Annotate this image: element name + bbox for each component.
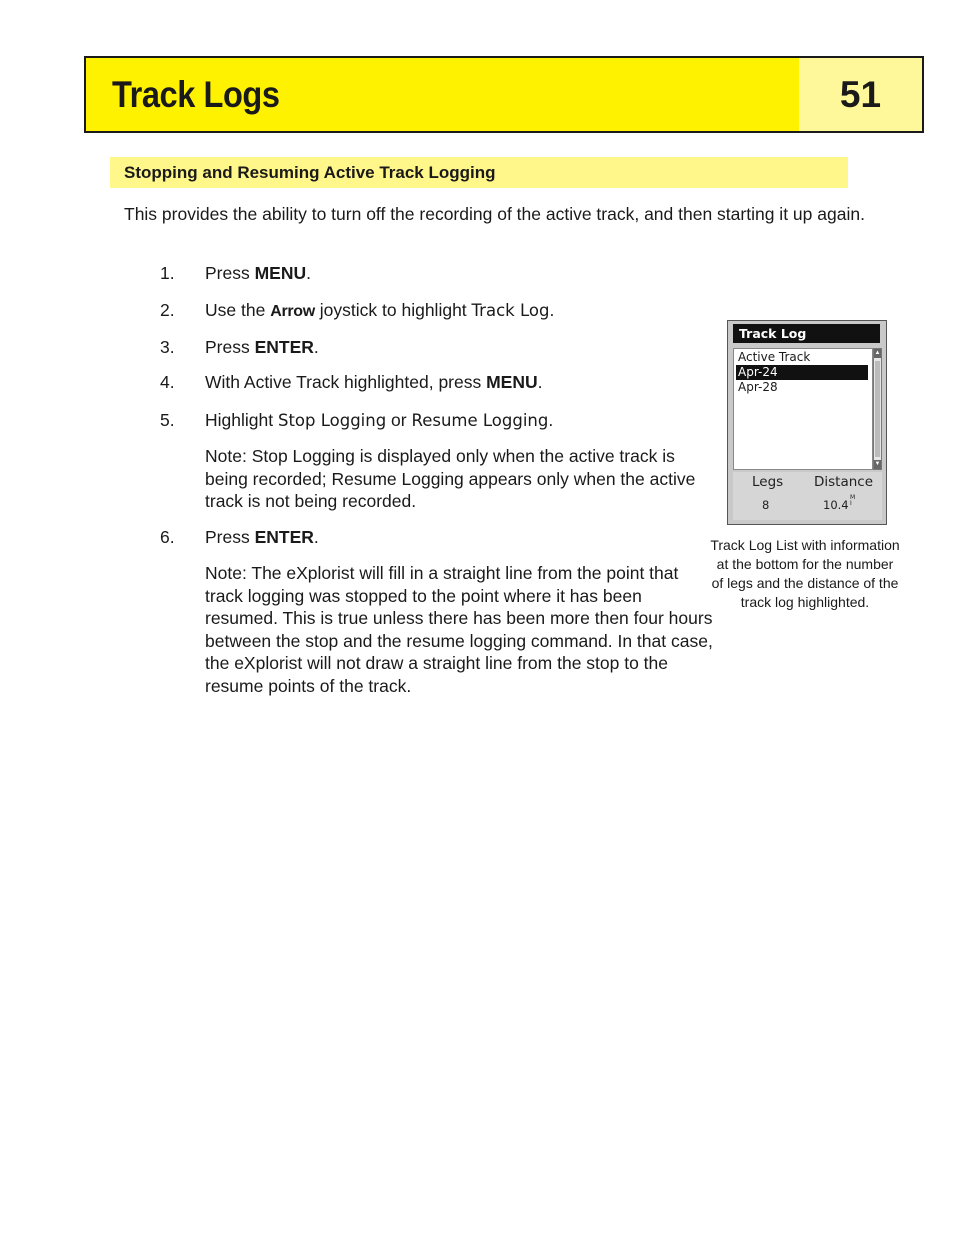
step-number: 2. (160, 300, 175, 320)
step-text: Press ENTER. (205, 527, 319, 547)
distance-value: 10.4 (823, 498, 849, 512)
scroll-down-icon: ▼ (874, 461, 881, 467)
distance-unit: M I (850, 494, 856, 507)
step-text: Press MENU. (205, 263, 312, 283)
list-item-active-track: Active Track (738, 350, 811, 364)
ui-resume-logging: Resume Logging (411, 411, 549, 430)
key-enter: ENTER (254, 337, 314, 357)
key-menu: MENU (254, 263, 307, 283)
ui-track-log: Track Log (471, 301, 550, 320)
list-item-apr-24: Apr-24 (736, 365, 868, 380)
key-arrow: Arrow (270, 303, 315, 320)
device-title: Track Log (733, 324, 880, 343)
figure-caption: Track Log List with information at the bottom for the number of legs and the distance of the track log highlighted. (710, 537, 900, 610)
step-number: 5. (160, 410, 175, 430)
page-number: 51 (799, 58, 922, 131)
step-text: Press ENTER. (205, 337, 319, 357)
section-title: Stopping and Resuming Active Track Logging (124, 162, 496, 182)
scroll-thumb (875, 361, 880, 457)
intro-paragraph: This provides the ability to turn off the recording of the active track, and then starting it up again. (124, 204, 865, 224)
track-log-list (733, 348, 873, 470)
step-number: 3. (160, 337, 175, 357)
note-stop-logging: Note: Stop Logging is displayed only when the active track is being recorded; Resume Logging appears only when the active track is not being recorded. (205, 446, 696, 511)
step-text: Use the Arrow joystick to highlight Track Log. (205, 300, 555, 320)
chapter-title: Track Logs (112, 73, 280, 115)
track-info-panel (733, 472, 882, 520)
key-menu: MENU (486, 372, 538, 392)
legs-label: Legs (752, 474, 784, 490)
step-text: With Active Track highlighted, press MENU. (205, 372, 543, 392)
page-header (84, 56, 924, 133)
ui-stop-logging: Stop Logging (277, 411, 387, 430)
device-screen-track-log (727, 320, 887, 525)
key-enter: ENTER (254, 527, 314, 547)
list-item-apr-28: Apr-28 (738, 380, 778, 394)
list-scrollbar (873, 348, 882, 470)
scroll-up-icon: ▲ (874, 350, 881, 356)
chapter-title-box (86, 58, 799, 131)
legs-value: 8 (762, 498, 770, 512)
step-number: 4. (160, 372, 175, 392)
step-text: Highlight Stop Logging or Resume Logging. (205, 410, 554, 430)
step-number: 6. (160, 527, 175, 547)
note-straight-line: Note: The eXplorist will fill in a straight line from the point that track logging was stopped to the point where it has been resumed. This is true unless there has been more then four hours between the stop and the resume logging command. In that case, the eXplorist will not draw a straight line from the stop to the resume points of the track. (205, 563, 713, 696)
distance-label: Distance (814, 474, 874, 490)
section-heading (110, 157, 848, 188)
step-number: 1. (160, 263, 175, 283)
